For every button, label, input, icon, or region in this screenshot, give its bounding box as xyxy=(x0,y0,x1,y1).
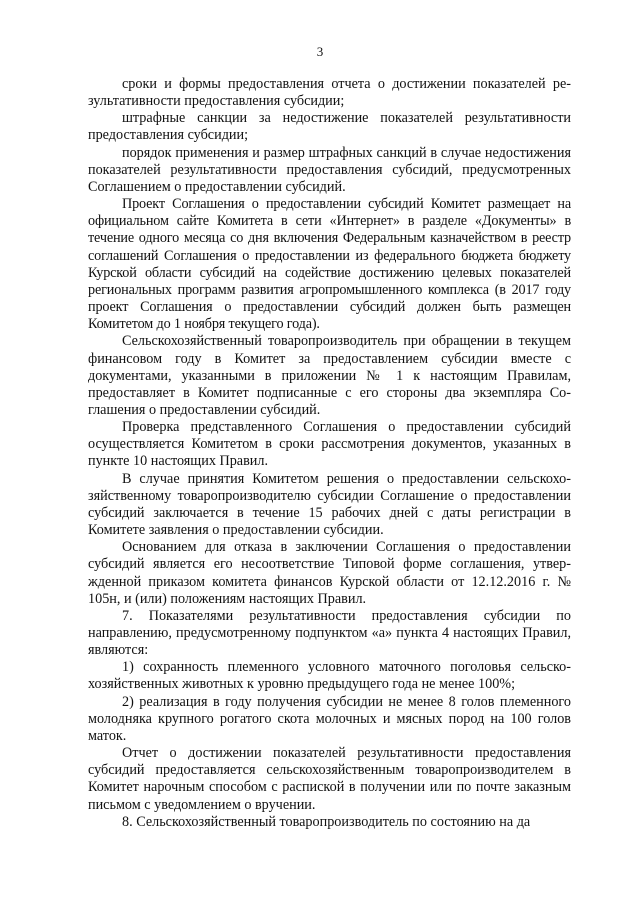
paragraph-agreement-draft: Проект Соглашения о предоставлении субсидий Комитет размещает на официальном сайте Комитета в сети «Интернет» в разделе «Документы» в течение одного месяца со дня включения Федеральным казначейством в реестр соглашений Соглашения о предоставлении из федерального бюджета бюджету Курской области субсидий на содействие достижению целевых показателей региональных программ развития агропромышленного комплекса (в 2017 году проект Соглашения о предоставлении субсидий должен быть размещен Комитетом до 1 ноября текущего года). xyxy=(88,196,571,333)
page-number: 3 xyxy=(316,44,324,59)
paragraph-indicator-1: 1) сохранность племенного условного маточного поголовья сельскохозяйственных животных к уровню предыдущего года не менее 100%; xyxy=(88,659,571,693)
paragraph-penalties: штрафные санкции за недостижение показателей результативности предоставления субсидии; xyxy=(88,110,571,144)
paragraph-item-8: 8. Сельскохозяйственный товаропроизводитель по состоянию на да xyxy=(122,813,531,830)
paragraph-indicator-2: 2) реализация в году получения субсидии не менее 8 голов племенного молодняка крупного рогатого скота молочных и мясных пород на 100 голов маток. xyxy=(88,693,571,744)
paragraph-item-7: 7. Показателями результативности предоставления субсидии по направлению, предусмотренному подпунктом «а» пункта 4 настоящих Правил, являются: xyxy=(88,607,571,659)
document-body xyxy=(88,76,571,831)
paragraph-agreement-conclusion: В случае принятия Комитетом решения о предоставлении сельскохозяйственному товаропроизводителю субсидии Соглашение о предоставлении субсидий заключается в течение 15 рабочих дней с даты регистрации в Комитете заявления о предоставлении субсидии. xyxy=(88,470,571,539)
paragraph-agreement-check: Проверка представленного Соглашения о предоставлении субсидий осуществляется Комитетом в сроки рассмотрения документов, указанных в пункте 10 настоящих Правил. xyxy=(88,419,571,470)
paragraph-penalty-procedure: порядок применения и размер штрафных санкций в случае недостижения показателей результативности предоставления субсидий, предусмотренных Соглашением о предоставлении субсидий. xyxy=(88,144,571,195)
paragraph-report-delivery: Отчет о достижении показателей результативности предоставления субсидий предоставляется сельскохозяйственным товаропроизводителем в Комитет нарочным способом с распиской в получении или по почте заказным письмом с уведомлением о вручении. xyxy=(88,745,571,813)
paragraph-refusal-grounds: Основанием для отказа в заключении Соглашения о предоставлении субсидий является его несоответствие Типовой форме соглашения, утвержденной приказом комитета финансов Курской области от 12.12.2016 г. № 105н, и (или) положениям настоящих Правил. xyxy=(88,539,571,607)
paragraph-report-terms: сроки и формы предоставления отчета о достижении показателей результативности предоставления субсидии; xyxy=(88,76,571,110)
paragraph-producer-submission: Сельскохозяйственный товаропроизводитель при обращении в текущем финансовом году в Комитет за предоставлением субсидии вместе с документами, указанными в приложении № 1 к настоящим Правилам, предоставляет в Комитет подписанные с его стороны два экземпляра Соглашения о предоставлении субсидий. xyxy=(88,333,571,418)
